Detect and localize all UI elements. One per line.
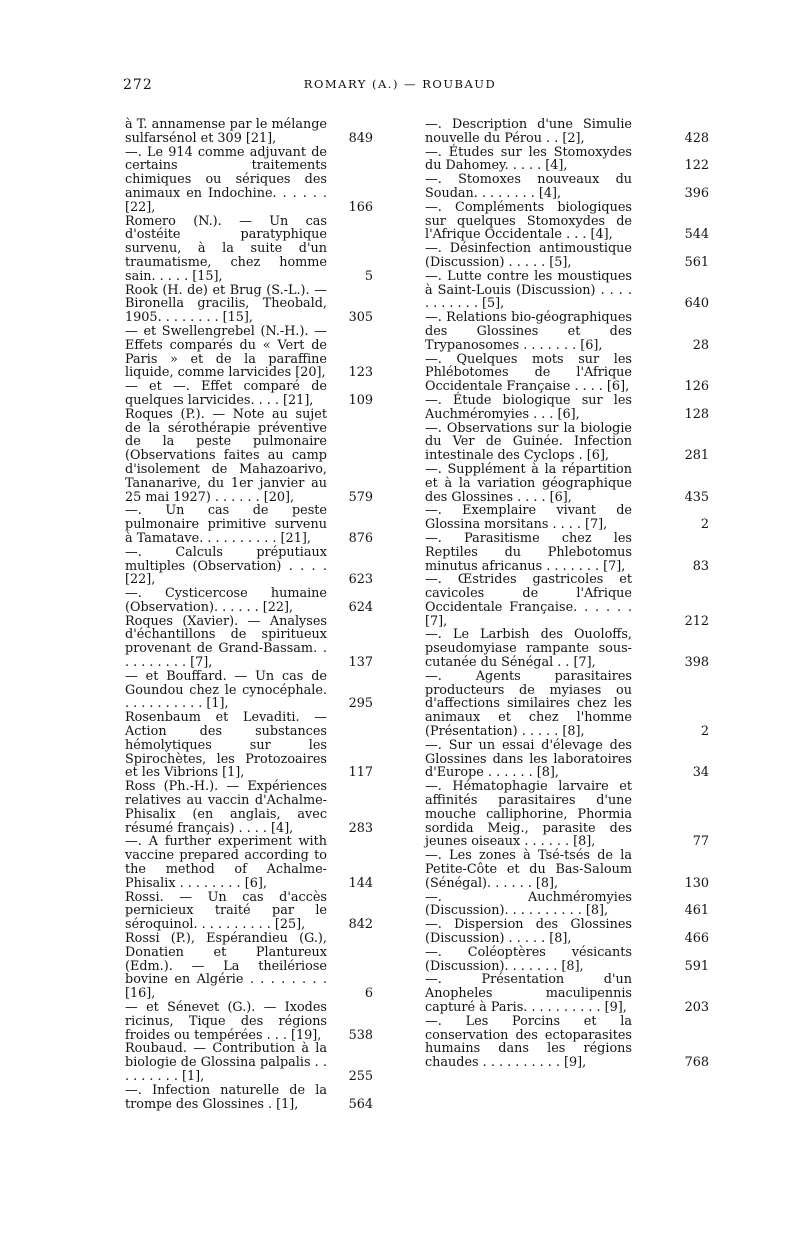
index-entry xyxy=(125,544,373,588)
entry-text: —. Les zones à Tsé-tsés de la Petite-Côte et du Bas-Saloum (Sénégal). . . . . . [8], xyxy=(425,848,632,891)
entry-text: Rossi. — Un cas d'accès pernicieux traité par le séroquinol. . . . . . . . . . [25], xyxy=(125,889,327,933)
entry-text: —. Compléments biologiques sur quelques Stomoxydes de l'Afrique Occidentale . . . [4], xyxy=(425,199,632,243)
entry-text: —. Parasitisme chez les Reptiles du Phlebotomus minutus africanus . . . . . . . [7], xyxy=(425,530,632,574)
entry-page-number: 109 xyxy=(348,392,373,408)
entry-text: —. Étude biologique sur les Auchméromyies . . . [6], xyxy=(425,392,632,422)
entry-page-number: 591 xyxy=(684,958,709,974)
entry-text: Rossi (P.), Espérandieu (G.), Donatien et Plantureux (Edm.). — La theilériose bovine en Algérie . . . . . . . . [16], xyxy=(125,931,327,1002)
entry-text: —. Lutte contre les moustiques à Saint-Louis (Discussion) . . . . . . . . . . . [5], xyxy=(425,268,632,312)
entry-page-number: 166 xyxy=(348,199,373,215)
entry-text: —. Œstrides gastricoles et cavicoles de l'Afrique Occidentale Française. . . . . . [7], xyxy=(425,572,632,629)
index-entry xyxy=(425,779,709,850)
entry-page-number: 130 xyxy=(684,875,709,891)
index-entry xyxy=(125,889,373,933)
index-entry xyxy=(125,282,373,326)
entry-text: —. Un cas de peste pulmonaire primitive survenu à Tamatave. . . . . . . . . . [21], xyxy=(125,503,327,546)
entry-text: Rook (H. de) et Brug (S.-L.). — Bironella gracilis, Theobald, 1905. . . . . . . . [15], xyxy=(125,282,327,326)
entry-text: — et Sénevet (G.). — Ixodes ricinus, Tique des régions froides ou tempérées . . . [19], xyxy=(125,1000,327,1043)
entry-page-number: 6 xyxy=(364,986,373,1002)
index-entry xyxy=(425,268,709,312)
running-head: ROMARY (A.) — ROUBAUD xyxy=(303,77,497,91)
entry-page-number: 624 xyxy=(348,599,373,615)
entry-page-number: 212 xyxy=(684,613,709,629)
entry-text: —. Relations bio-géographiques des Glossines et des Trypanosomes . . . . . . . [6], xyxy=(425,310,632,353)
left-column xyxy=(125,117,373,1112)
entry-page-number: 203 xyxy=(684,1000,709,1015)
entry-page-number: 561 xyxy=(684,254,709,270)
entry-text: Romero (N.). — Un cas d'ostéite paratyphique survenu, à la suite d'un traumatisme, chez homme sain. . . . . [15], xyxy=(125,213,327,284)
entry-page-number: 28 xyxy=(692,337,709,353)
index-entry xyxy=(125,406,373,505)
entry-text: —. Agents parasitaires producteurs de myiases ou d'affections similaires chez les animaux et chez l'homme (Présentation) . . . . . [8], xyxy=(425,668,632,740)
entry-page-number: 117 xyxy=(348,765,373,781)
entry-text: Roubaud. — Contribution à la biologie de Glossina palpalis . . . . . . . . . [1], xyxy=(125,1041,327,1084)
entry-text: —. Le Larbish des Ouoloffs, pseudomyiase rampante sous-cutanée du Sénégal . . [7], xyxy=(425,627,632,671)
entry-text: —. Auchméromyies (Discussion). . . . . . . . . . [8], xyxy=(425,889,632,919)
entry-page-number: 428 xyxy=(684,130,709,146)
entry-text: Ross (Ph.-H.). — Expériences relatives au vaccin d'Achalme-Phisalix (en anglais, avec résumé français) . . . . [4], xyxy=(125,779,327,836)
entry-page-number: 435 xyxy=(684,489,709,505)
entry-text: —. Présentation d'un Anopheles maculipennis capturé à Paris. . . . . . . . . . [9], xyxy=(425,972,632,1015)
entry-text: Roques (P.). — Note au sujet de la sérothérapie préventive de la peste pulmonaire (Observations faites au camp d'isolement de Mahazoarivo, Tananarive, du 1er janvier au 25 mai 1927) . . . . . . [20], xyxy=(125,406,327,505)
index-entry xyxy=(425,420,709,464)
index-entry xyxy=(425,503,709,533)
index-entry xyxy=(425,310,709,353)
right-column xyxy=(425,117,709,1071)
entry-page-number: 398 xyxy=(684,655,709,671)
entry-text: —. Description d'une Simulie nouvelle du Pérou . . [2], xyxy=(425,117,632,146)
index-entry xyxy=(125,1000,373,1043)
entry-text: —. Infection naturelle de la trompe des Glossines . [1], xyxy=(125,1082,327,1112)
entry-page-number: 2 xyxy=(700,517,709,533)
entry-page-number: 137 xyxy=(348,655,373,671)
entry-text: Rosenbaum et Levaditi. — Action des substances hémolytiques sur les Spirochètes, les Protozoaires et les Vibrions [1], xyxy=(125,710,327,781)
index-entry xyxy=(425,461,709,505)
index-entry xyxy=(425,351,709,395)
entry-page-number: 849 xyxy=(348,130,373,146)
index-entry xyxy=(425,668,709,740)
entry-page-number: 544 xyxy=(684,227,709,243)
index-entry xyxy=(125,1041,373,1084)
entry-page-number: 623 xyxy=(348,572,373,588)
entry-page-number: 83 xyxy=(692,558,709,574)
entry-text: —. Cysticercose humaine (Observation). . . . . . [22], xyxy=(125,586,327,615)
index-entry xyxy=(425,530,709,574)
entry-page-number: 144 xyxy=(348,875,373,891)
index-entry xyxy=(425,392,709,422)
index-entry xyxy=(425,944,709,974)
entry-text: —. A further experiment with vaccine prepared according to the method of Achalme-Phisalix . . . . . . . . [6], xyxy=(125,834,327,891)
entry-page-number: 255 xyxy=(348,1068,373,1084)
entry-text: — et Bouffard. — Un cas de Goundou chez le cynocéphale. . . . . . . . . . . [1], xyxy=(125,668,327,712)
index-entry xyxy=(125,117,373,146)
entry-page-number: 128 xyxy=(684,406,709,422)
index-entry xyxy=(125,586,373,615)
index-entry xyxy=(125,613,373,671)
entry-page-number: 640 xyxy=(684,296,709,312)
index-entry xyxy=(125,710,373,781)
index-entry xyxy=(125,379,373,408)
entry-text: —. Exemplaire vivant de Glossina morsitans . . . . [7], xyxy=(425,503,632,533)
entry-page-number: 126 xyxy=(684,379,709,395)
entry-page-number: 295 xyxy=(348,696,373,712)
entry-text: Roques (Xavier). — Analyses d'échantillons de spiritueux provenant de Grand-Bassam. . . . . . . . . . [7], xyxy=(125,613,327,671)
entry-page-number: 579 xyxy=(348,489,373,505)
entry-page-number: 396 xyxy=(684,185,709,201)
index-entry xyxy=(125,668,373,712)
entry-text: —. Dispersion des Glossines (Discussion) . . . . . [8], xyxy=(425,917,632,947)
entry-page-number: 466 xyxy=(684,931,709,947)
entry-text: —. Stomoxes nouveaux du Soudan. . . . . . . . [4], xyxy=(425,172,632,201)
index-entry xyxy=(425,172,709,201)
index-entry xyxy=(425,737,709,781)
index-entry xyxy=(425,972,709,1015)
index-entry xyxy=(125,931,373,1002)
entry-page-number: 283 xyxy=(348,820,373,836)
entry-text: —. Désinfection antimoustique (Discussion) . . . . . [5], xyxy=(425,241,632,270)
entry-page-number: 564 xyxy=(348,1096,373,1112)
index-entry xyxy=(425,572,709,629)
entry-page-number: 876 xyxy=(348,530,373,546)
index-entry xyxy=(425,144,709,174)
entry-text: —. Sur un essai d'élevage des Glossines dans les laboratoires d'Europe . . . . . . [8], xyxy=(425,737,632,781)
entry-page-number: 2 xyxy=(700,724,709,740)
entry-text: — et Swellengrebel (N.-H.). — Effets comparés du « Vert de Paris » et de la paraffine liquide, comme larvicides [20], xyxy=(125,323,327,381)
index-entry xyxy=(125,834,373,891)
index-entry xyxy=(425,117,709,146)
entry-page-number: 461 xyxy=(684,903,709,919)
entry-page-number: 5 xyxy=(364,268,373,284)
index-entry xyxy=(125,213,373,284)
entry-page-number: 77 xyxy=(692,834,709,850)
index-entry xyxy=(125,779,373,836)
index-entry xyxy=(425,848,709,891)
entry-text: —. Coléoptères vésicants (Discussion). . . . . . . [8], xyxy=(425,944,632,974)
index-entry xyxy=(425,241,709,270)
page-number: 272 xyxy=(123,77,153,93)
index-entry xyxy=(425,627,709,671)
entry-text: —. Supplément à la répartition et à la variation géographique des Glossines . . . . [6], xyxy=(425,461,632,505)
index-entry xyxy=(425,1013,709,1071)
entry-text: —. Calculs préputiaux multiples (Observation) . . . . [22], xyxy=(125,544,327,588)
entry-text: —. Observations sur la biologie du Ver de Guinée. Infection intestinale des Cyclops . [6], xyxy=(425,420,632,464)
entry-page-number: 842 xyxy=(348,917,373,933)
entry-page-number: 123 xyxy=(348,365,373,381)
entry-text: à T. annamense par le mélange sulfarsénol et 309 [21], xyxy=(125,117,327,146)
index-entry xyxy=(125,323,373,381)
entry-page-number: 281 xyxy=(684,448,709,464)
index-entry xyxy=(125,1082,373,1112)
entry-text: —. Hématophagie larvaire et affinités parasitaires d'une mouche calliphorine, Phormia sordida Meig., parasite des jeunes oiseaux . . . . . . [8], xyxy=(425,779,632,850)
entry-page-number: 305 xyxy=(348,310,373,326)
entry-text: —. Études sur les Stomoxydes du Dahomey. . . . . [4], xyxy=(425,144,632,174)
index-entry xyxy=(125,503,373,546)
entry-page-number: 768 xyxy=(684,1055,709,1071)
entry-text: —. Le 914 comme adjuvant de certains traitements chimiques ou sériques des animaux en Indochine. . . . . . [22], xyxy=(125,144,327,215)
entry-text: —. Les Porcins et la conservation des ectoparasites humains dans les régions chaudes . . . . . . . . . . [9], xyxy=(425,1013,632,1071)
entry-text: —. Quelques mots sur les Phlébotomes de l'Afrique Occidentale Française . . . . [6], xyxy=(425,351,632,395)
index-entry xyxy=(425,889,709,919)
index-entry xyxy=(425,917,709,947)
index-entry xyxy=(425,199,709,243)
entry-page-number: 122 xyxy=(684,158,709,174)
entry-text: — et —. Effet comparé de quelques larvicides. . . . [21], xyxy=(125,379,327,408)
index-entry xyxy=(125,144,373,215)
entry-page-number: 538 xyxy=(348,1027,373,1043)
page-header xyxy=(0,77,800,97)
entry-page-number: 34 xyxy=(692,765,709,781)
